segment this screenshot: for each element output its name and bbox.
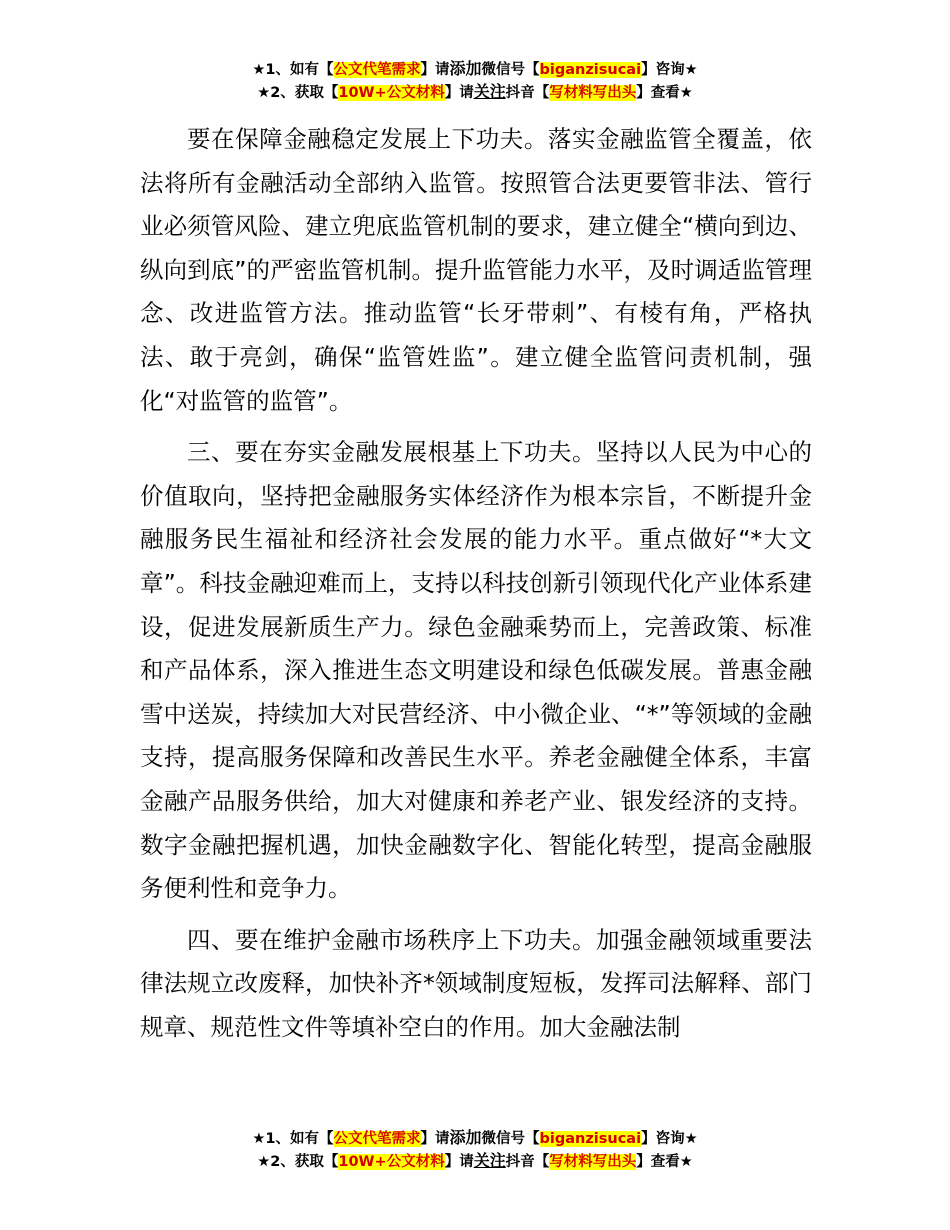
banner-text: 微信号【 xyxy=(481,62,540,78)
banner-text: 】咨询★ xyxy=(641,62,698,78)
highlight-service: 公文代笔需求 xyxy=(333,62,421,78)
highlight-wechat-id: biganzisucai xyxy=(539,62,642,78)
banner-line-1 xyxy=(0,58,950,81)
banner-text: 】请 xyxy=(420,62,450,78)
banner-emphasis: 关注 xyxy=(473,82,506,101)
banner-text: 】请 xyxy=(444,1154,474,1170)
highlight-douyin-id: 写材料写出头 xyxy=(549,85,637,101)
banner-text: ★2、获取【 xyxy=(257,85,339,101)
banner-emphasis: 关注 xyxy=(473,1151,506,1170)
banner-text: 抖音【 xyxy=(505,85,550,101)
banner-text: 微信号【 xyxy=(481,1131,540,1147)
banner-text: ★1、如有【 xyxy=(252,62,334,78)
highlight-materials: 10W+公文材料 xyxy=(338,1154,445,1170)
highlight-wechat-id: biganzisucai xyxy=(539,1131,642,1147)
highlight-douyin-id: 写材料写出头 xyxy=(549,1154,637,1170)
banner-text: 抖音【 xyxy=(505,1154,550,1170)
banner-text: 】请 xyxy=(444,85,474,101)
paragraph-financial-stability: 要在保障金融稳定发展上下功夫。落实金融监管全覆盖，依法将所有金融活动全部纳入监管。按照管合法更要管非法、管行业必须管风险、建立兜底监管机制的要求，建立健全“横向到边、纵向到底”的严密监管机制。提升监管能力水平，及时调适监管理念、改进监管方法。推动监管“长牙带刺”、有棱有角，严格执法、敢于亮剑，确保“监管姓监”。建立健全监管问责机制，强化“对监管的监管”。 xyxy=(140,125,812,415)
banner-text: ★2、获取【 xyxy=(257,1154,339,1170)
banner-emphasis: 添加 xyxy=(449,59,482,78)
banner-text: 】请 xyxy=(420,1131,450,1147)
banner-text: 】查看★ xyxy=(636,1154,693,1170)
banner-text: ★1、如有【 xyxy=(252,1131,334,1147)
footer-banner xyxy=(0,1127,950,1173)
banner-line-2 xyxy=(0,81,950,104)
highlight-service: 公文代笔需求 xyxy=(333,1131,421,1147)
banner-text: 】咨询★ xyxy=(641,1131,698,1147)
banner-line-2 xyxy=(0,1150,950,1173)
paragraph-market-order: 四、要在维护金融市场秩序上下功夫。加强金融领域重要法律法规立改废释，加快补齐*领域制度短板，发挥司法解释、部门规章、规范性文件等填补空白的作用。加大金融法制 xyxy=(140,925,812,1041)
header-banner xyxy=(0,58,950,104)
document-body xyxy=(140,118,812,1057)
banner-emphasis: 添加 xyxy=(449,1128,482,1147)
banner-line-1 xyxy=(0,1127,950,1150)
paragraph-financial-foundation: 三、要在夯实金融发展根基上下功夫。坚持以人民为中心的价值取向，坚持把金融服务实体经济作为根本宗旨，不断提升金融服务民生福祉和经济社会发展的能力水平。重点做好“*大文章”。科技金融迎难而上，支持以科技创新引领现代化产业体系建设，促进发展新质生产力。绿色金融乘势而上，完善政策、标准和产品体系，深入推进生态文明建设和绿色低碳发展。普惠金融雪中送炭，持续加大对民营经济、中小微企业、“*”等领域的金融支持，提高服务保障和改善民生水平。养老金融健全体系，丰富金融产品服务供给，加大对健康和养老产业、银发经济的支持。数字金融把握机遇，加快金融数字化、智能化转型，提高金融服务便利性和竞争力。 xyxy=(140,438,812,903)
highlight-materials: 10W+公文材料 xyxy=(338,85,445,101)
banner-text: 】查看★ xyxy=(636,85,693,101)
